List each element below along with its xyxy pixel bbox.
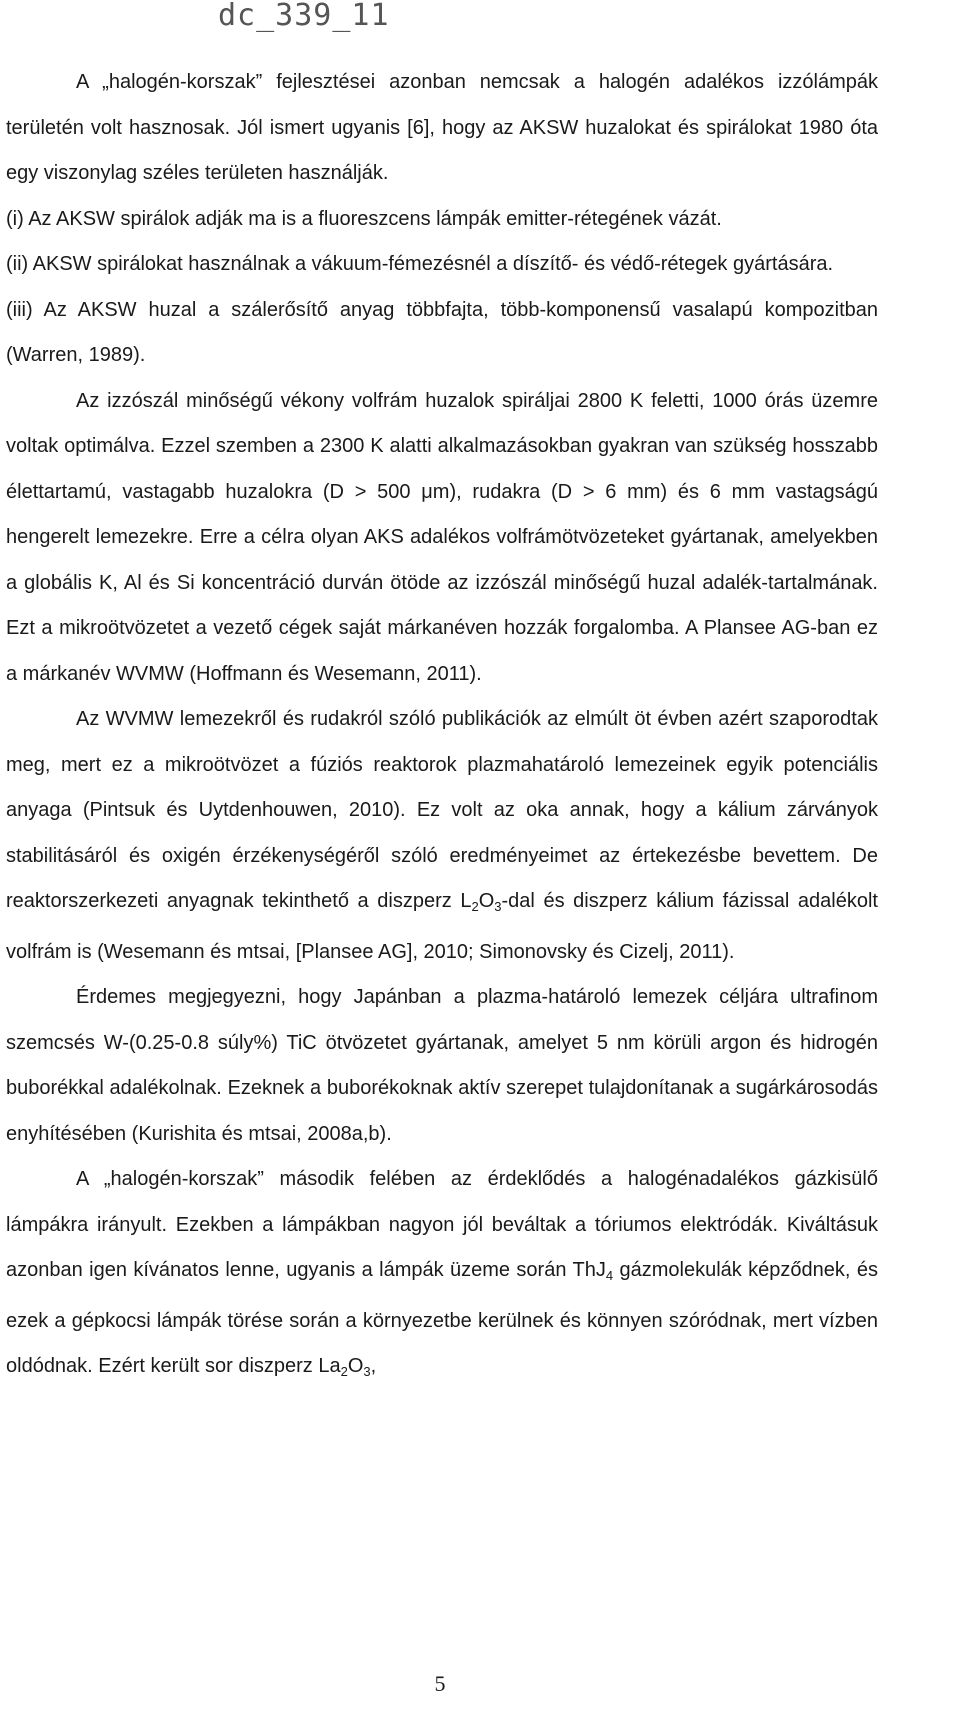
subscript: 2: [471, 899, 479, 914]
list-item-ii: (ii) AKSW spirálokat használnak a vákuum-fémezésnél a díszítő- és védő-rétegek gyártására.: [6, 253, 834, 275]
paragraph-wvmw-publications: [6, 697, 878, 975]
text-run: -dal és diszperz kálium fázissal adalékolt volfrám is (Wesemann és mtsai, [Plansee AG], 2010; Simonovsky és Cizelj, 2011).: [6, 890, 878, 963]
subscript: 2: [340, 1364, 348, 1379]
subscript: 3: [494, 899, 502, 914]
list-item-i: (i) Az AKSW spirálok adják ma is a fluoreszcens lámpák emitter-rétegének vázát.: [6, 207, 722, 230]
text-run: Az WVMW lemezekről és rudakról szóló publikációk az elmúlt öt évben azért szaporodtak meg, mert ez a mikroötvözet a fúziós reaktorok plazmahatároló lemezeinek egyik potenciális anyaga (Pintsuk és Uytdenhouwen, 2010). Ez volt az oka annak, hogy a kálium zárványok stabilitásáról és oxigén érzékenységéről szóló eredményeimet az értekezésbe bevettem. De reaktorszerkezeti anyagnak tekinthető a diszperz L: [6, 708, 878, 912]
subscript: 3: [363, 1364, 371, 1379]
text-run: gázmolekulák képződnek, és ezek a gépkocsi lámpák törése során a környezetbe kerülnek és könnyen szóródnak, mert vízben oldódnak. Ezért került sor diszperz La: [6, 1259, 878, 1377]
list-item-iii: (iii) Az AKSW huzal a szálerősítő anyag többfajta, több-komponensű vasalapú kompozitban (Warren, 1989).: [6, 298, 878, 366]
document-id-header: dc_339_11: [218, 0, 390, 33]
text-run: O: [347, 1355, 364, 1377]
paragraph-halogen-era-intro: A „halogén-korszak” fejlesztései azonban nemcsak a halogén adalékos izzólámpák területén volt hasznosak. Jól ismert ugyanis [6], hogy az AKSW huzalokat és spirálokat 1980 óta egy viszonylag széles területen használják.: [6, 71, 878, 184]
document-body: [6, 60, 878, 1395]
text-run: O: [478, 890, 495, 912]
page-number: 5: [434, 1671, 446, 1696]
paragraph-japan-plasma: Érdemes megjegyezni, hogy Japánban a plazma-határoló lemezek céljára ultrafinom szemcsés W-(0.25-0.8 súly%) TiC ötvözetet gyártanak, amelyet 5 nm körüli argon és hidrogén buborékkal adalékolnak. Ezeknek a buborékoknak aktív szerepet tulajdonítanak a sugárkárosodás enyhítésében (Kurishita és mtsai, 2008a,b).: [6, 986, 878, 1145]
paragraph-filament-quality: Az izzószál minőségű vékony volfrám huzalok spiráljai 2800 K feletti, 1000 órás üzemre voltak optimálva. Ezzel szemben a 2300 K alatti alkalmazásokban gyakran van szükség hosszabb élettartamú, vastagabb huzalokra (D > 500 μm), rudakra (D > 6 mm) és 6 mm vastagságú hengerelt lemezekre. Erre a célra olyan AKS adalékos volfrámötvözeteket gyártanak, amelyekben a globális K, Al és Si koncentráció durván ötöde az izzószál minőségű huzal adalék-tartalmának. Ezt a mikroötvözetet a vezető cégek saját márkanéven hozzák forgalomba. A Plansee AG-ban ez a márkanév WVMW (Hoffmann és Wesemann, 2011).: [6, 389, 878, 685]
text-run: A „halogén-korszak” második felében az érdeklődés a halogénadalékos gázkisülő lámpákra irányult. Ezekben a lámpákban nagyon jól beváltak a tóriumos elektródák. Kiváltásuk azonban igen kívánatos lenne, ugyanis a lámpák üzeme során ThJ: [6, 1168, 878, 1281]
paragraph-discharge-lamps: [6, 1157, 878, 1395]
text-run: ,: [370, 1355, 377, 1377]
subscript: 4: [605, 1268, 614, 1283]
